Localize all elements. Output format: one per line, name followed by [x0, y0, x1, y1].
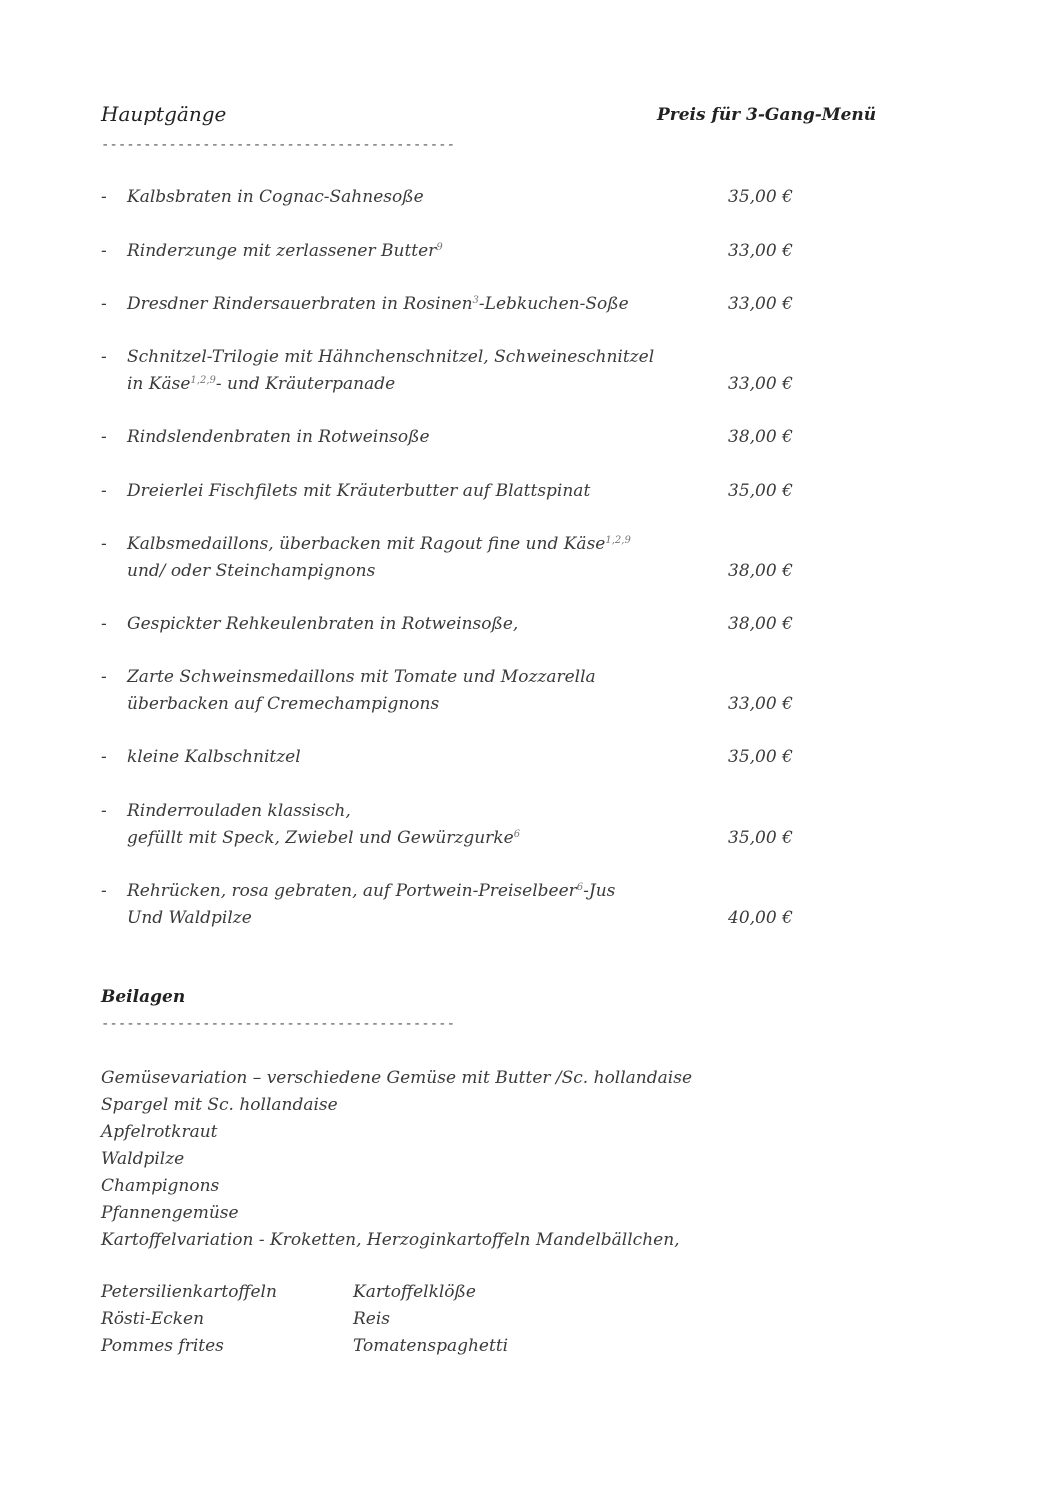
menu-item [101, 291, 821, 318]
mains-heading: Hauptgänge [101, 102, 227, 126]
sides-divider: ------------------------------------------ [101, 1016, 456, 1032]
item-dash: - [101, 187, 107, 207]
item-name: Dresdner Rindersauerbraten in Rosinen [127, 294, 473, 314]
item-name: Kalbsbraten in Cognac-Sahnesoße [127, 187, 424, 207]
side-item: Reis [353, 1309, 391, 1329]
item-name-cont: -Lebkuchen-Soße [478, 294, 629, 314]
item-name-line2-cont: - und Kräuterpanade [215, 374, 396, 394]
menu-item [101, 798, 821, 852]
item-dash: - [101, 347, 107, 367]
item-name: Rindslendenbraten in Rotweinsoße [127, 427, 430, 447]
item-price: 33,00 € [728, 241, 793, 261]
side-item: Champignons [101, 1176, 220, 1196]
side-item: Pommes frites [101, 1336, 224, 1356]
menu-item [101, 664, 821, 718]
item-price: 38,00 € [728, 614, 793, 634]
item-price: 35,00 € [728, 481, 793, 501]
menu-item [101, 344, 821, 398]
menu-item [101, 478, 821, 505]
item-price: 38,00 € [728, 561, 793, 581]
allergen-note: 3 [472, 295, 479, 306]
item-dash: - [101, 427, 107, 447]
item-name-line2: in Käse [127, 374, 191, 394]
item-dash: - [101, 241, 107, 261]
item-price: 33,00 € [728, 694, 793, 714]
item-name: Schnitzel-Trilogie mit Hähnchenschnitzel, Schweineschnitzel [127, 347, 655, 367]
item-name: Rinderzunge mit zerlassener Butter [127, 241, 437, 261]
side-item: Tomatenspaghetti [353, 1336, 509, 1356]
item-dash: - [101, 481, 107, 501]
side-item: Rösti-Ecken [101, 1309, 205, 1329]
item-dash: - [101, 614, 107, 634]
allergen-note: 6 [513, 829, 521, 840]
menu-item [101, 184, 821, 211]
item-name: Rinderrouladen klassisch, [127, 801, 351, 821]
sides-heading: Beilagen [101, 987, 186, 1007]
item-dash: - [101, 667, 107, 687]
item-name-line2: überbacken auf Cremechampignons [127, 694, 440, 714]
side-item: Gemüsevariation – verschiedene Gemüse mit Butter /Sc. hollandaise [101, 1068, 692, 1088]
item-name-line2: und/ oder Steinchampignons [127, 561, 376, 581]
side-item: Waldpilze [101, 1149, 185, 1169]
item-price: 35,00 € [728, 747, 793, 767]
item-dash: - [101, 881, 107, 901]
allergen-note: 6 [576, 882, 584, 893]
allergen-note: 1,2,9 [605, 535, 631, 546]
side-item: Kartoffelklöße [353, 1282, 476, 1302]
item-name: kleine Kalbschnitzel [127, 747, 301, 767]
menu-item [101, 424, 821, 451]
item-name: Rehrücken, rosa gebraten, auf Portwein-Preiselbeer [127, 881, 577, 901]
side-item: Kartoffelvariation - Kroketten, Herzoginkartoffeln Mandelbällchen, [101, 1230, 680, 1250]
item-price: 38,00 € [728, 427, 793, 447]
item-price: 35,00 € [728, 187, 793, 207]
menu-item [101, 744, 821, 771]
potato-column-left [101, 1279, 277, 1360]
item-price: 33,00 € [728, 374, 793, 394]
side-item: Spargel mit Sc. hollandaise [101, 1095, 338, 1115]
price-heading: Preis für 3-Gang-Menü [657, 105, 877, 125]
side-item: Pfannengemüse [101, 1203, 239, 1223]
item-name: Kalbsmedaillons, überbacken mit Ragout fine und Käse [127, 534, 606, 554]
item-dash: - [101, 534, 107, 554]
allergen-note: 9 [436, 242, 443, 253]
potato-column-right [353, 1279, 508, 1360]
menu-item [101, 238, 821, 265]
item-name: Gespickter Rehkeulenbraten in Rotweinsoße, [127, 614, 519, 634]
item-name: Dreierlei Fischfilets mit Kräuterbutter auf Blattspinat [127, 481, 591, 501]
item-name-cont: -Jus [583, 881, 616, 901]
allergen-note: 1,2,9 [190, 375, 216, 386]
sides-list [101, 1065, 692, 1254]
menu-item [101, 531, 821, 585]
item-dash: - [101, 747, 107, 767]
item-price: 35,00 € [728, 828, 793, 848]
item-price: 40,00 € [728, 908, 793, 928]
item-name: Zarte Schweinsmedaillons mit Tomate und Mozzarella [127, 667, 596, 687]
item-dash: - [101, 801, 107, 821]
mains-divider: ------------------------------------------ [101, 137, 456, 153]
item-name-line2: Und Waldpilze [127, 908, 252, 928]
item-price: 33,00 € [728, 294, 793, 314]
side-item: Petersilienkartoffeln [101, 1282, 277, 1302]
menu-item [101, 878, 821, 932]
item-dash: - [101, 294, 107, 314]
item-name-line2: gefüllt mit Speck, Zwiebel und Gewürzgurke [127, 828, 514, 848]
side-item: Apfelrotkraut [101, 1122, 218, 1142]
menu-item [101, 611, 821, 638]
